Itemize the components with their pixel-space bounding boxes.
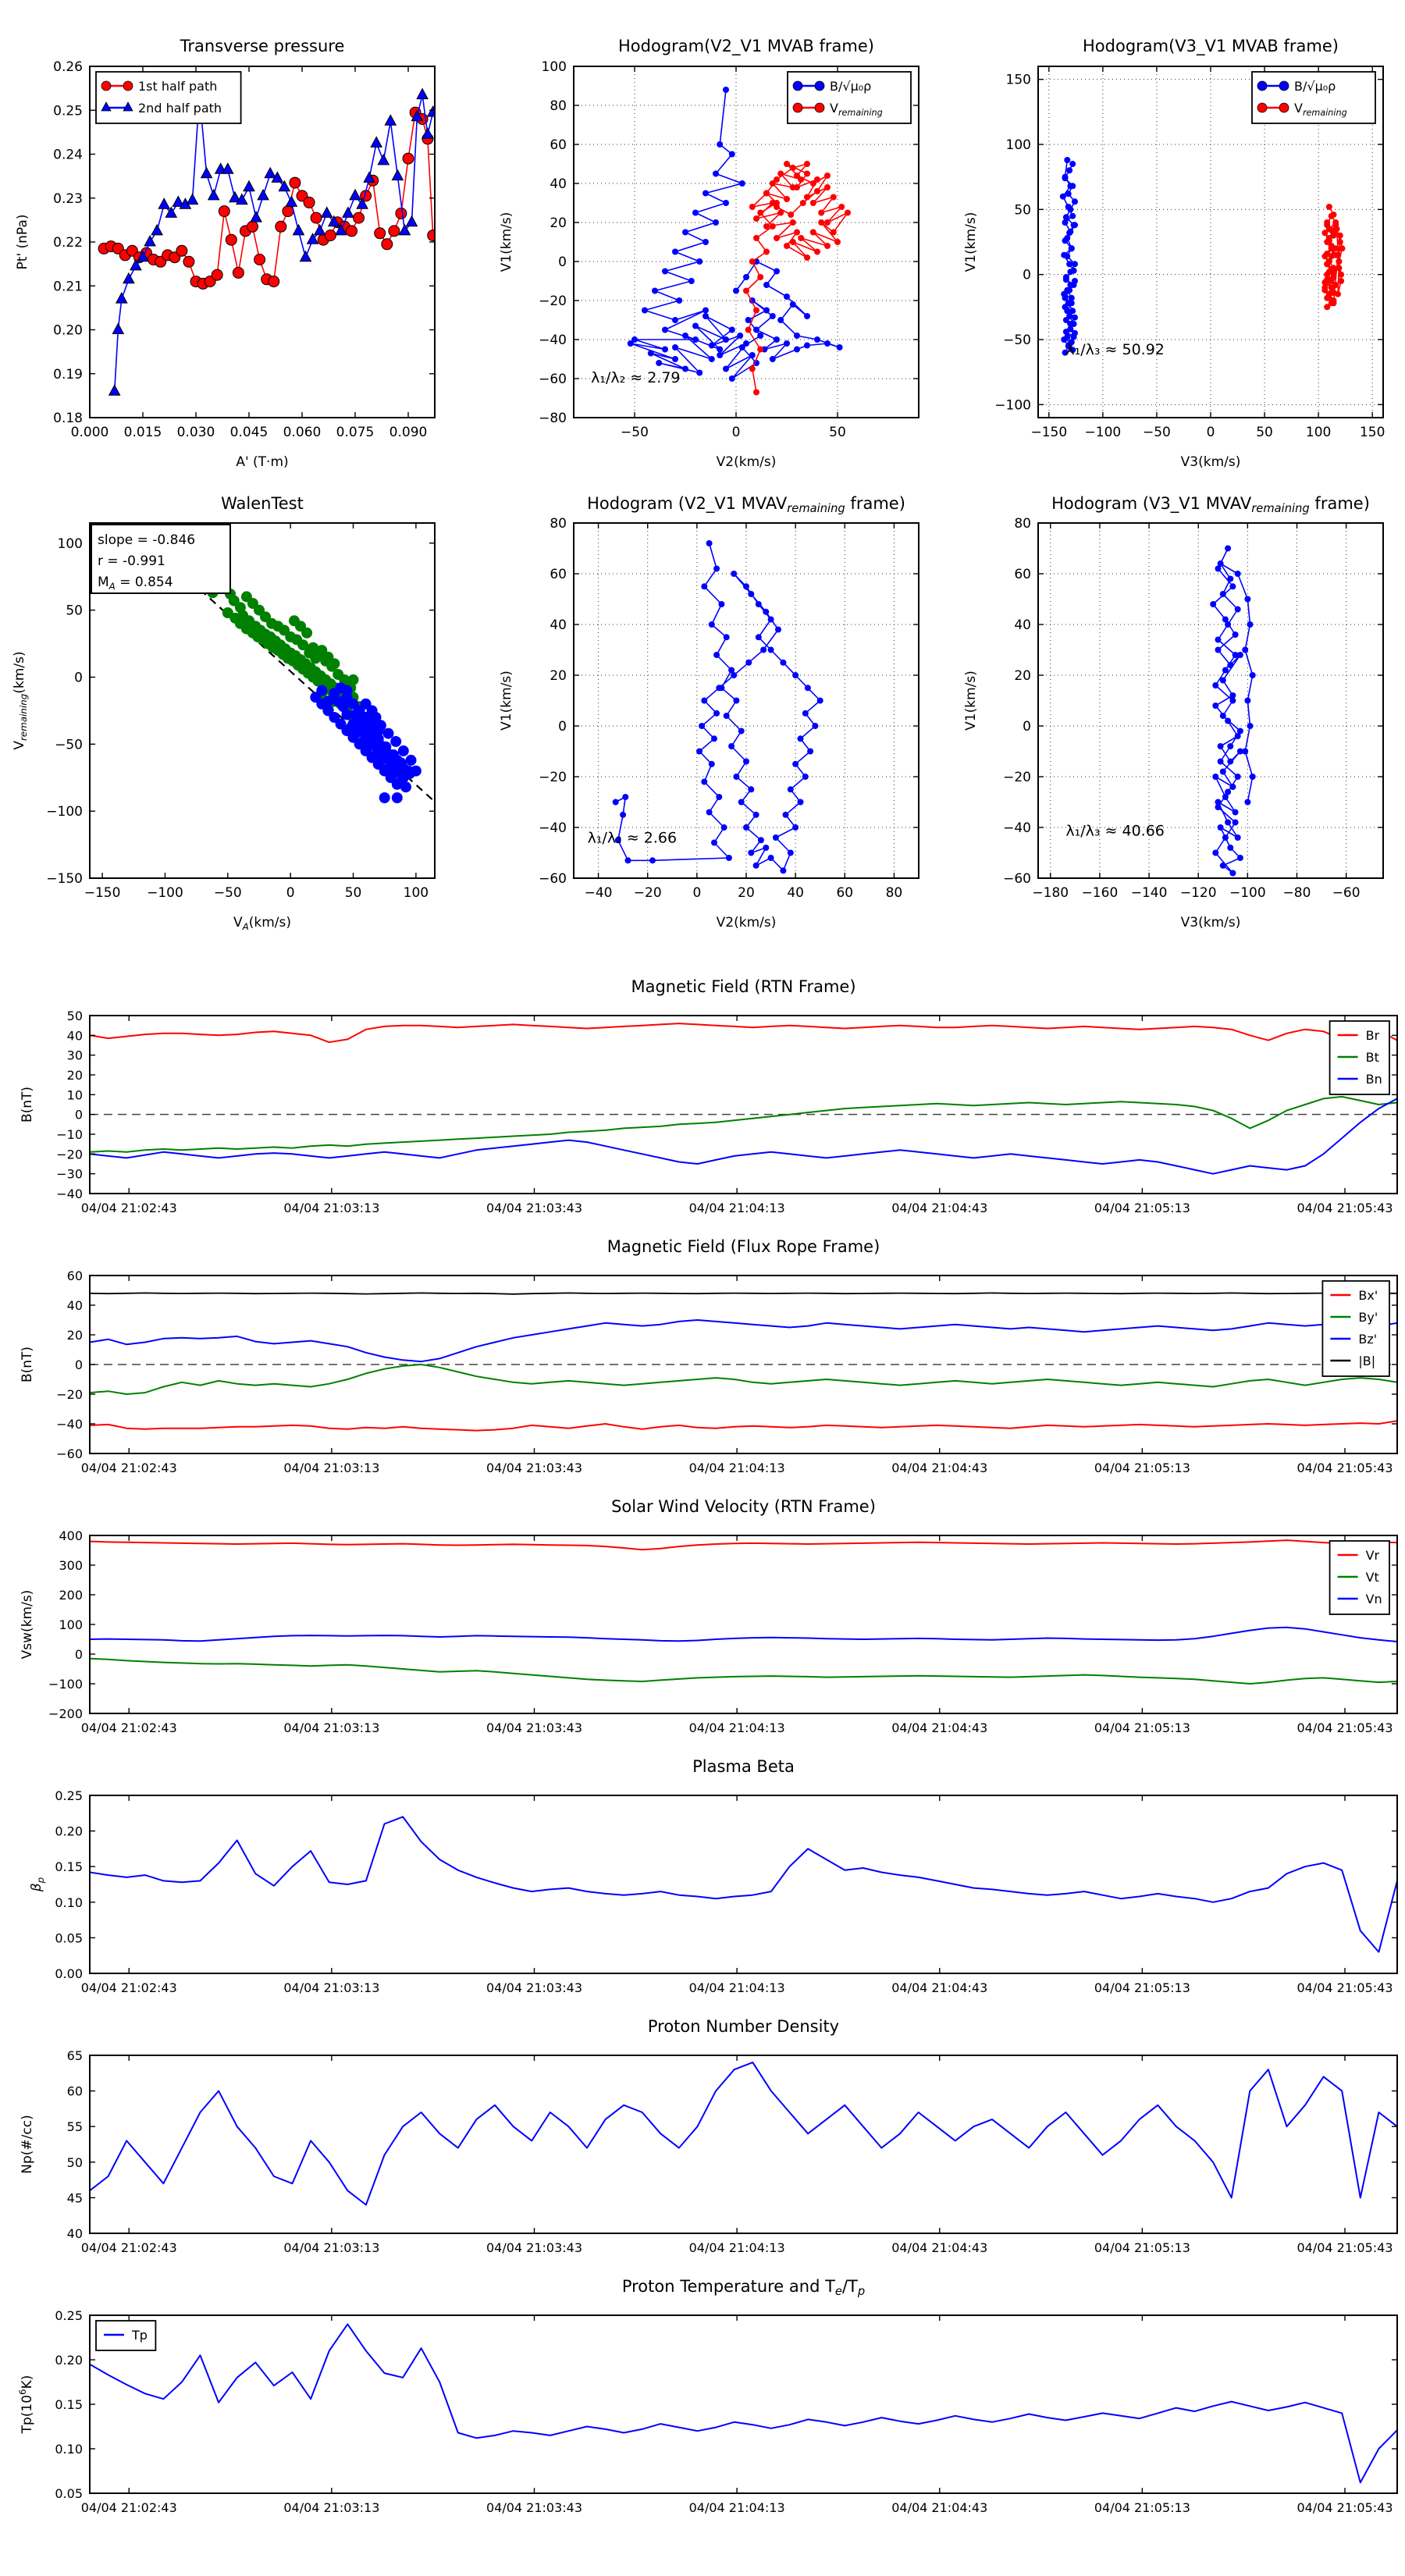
y-tick-label: −150 (46, 871, 83, 887)
x-tick-label: 100 (1305, 425, 1332, 440)
y-tick-label: −200 (48, 1706, 83, 1721)
y-tick-label: 40 (66, 1298, 83, 1313)
x-tick-label: 0.075 (336, 425, 375, 440)
panel-title: WalenTest (221, 494, 304, 513)
y-tick-label: 0.05 (55, 1930, 83, 1946)
x-tick-label: 04/04 21:03:43 (486, 1201, 583, 1215)
y-tick-label: 60 (66, 1268, 83, 1283)
series-vr (90, 1540, 1397, 1550)
hodogram-v2v1-mvab-panel (468, 0, 937, 487)
y-tick-label: 20 (66, 1328, 83, 1343)
x-axis-label: $V_A(km/s)$ (233, 915, 292, 932)
y-tick-label: 20 (550, 215, 567, 231)
x-tick-label: 04/04 21:03:13 (283, 1461, 380, 1475)
x-tick-label: −50 (213, 885, 242, 901)
plasma-beta-chart (0, 1750, 1405, 2008)
y-tick-label: 100 (59, 1617, 83, 1632)
walen-test-panel (0, 468, 468, 967)
walen-test-chart (0, 468, 468, 964)
y-tick-label: −40 (539, 333, 567, 348)
x-tick-label: 04/04 21:04:13 (688, 2240, 785, 2255)
hodogram-v2v1-mvav-panel (468, 468, 937, 967)
y-tick-label: 100 (1005, 137, 1031, 153)
legend (1252, 72, 1375, 123)
x-tick-label: 50 (1256, 425, 1273, 440)
x-tick-label: 04/04 21:05:43 (1297, 1461, 1393, 1475)
y-tick-label: 0.22 (53, 235, 83, 251)
x-tick-label: 04/04 21:05:13 (1094, 2500, 1190, 2515)
y-tick-label: −20 (539, 294, 567, 309)
x-tick-label: 20 (738, 885, 755, 901)
y-tick-label: 60 (1014, 567, 1031, 582)
y-tick-label: 65 (66, 2048, 83, 2063)
x-tick-label: 04/04 21:05:43 (1297, 2240, 1393, 2255)
y-tick-label: 0.24 (53, 147, 83, 163)
x-tick-label: −100 (1229, 885, 1266, 901)
series-beta-p (90, 1816, 1397, 1952)
y-axis-label: V1(km/s) (963, 212, 979, 272)
y-tick-label: 40 (66, 1028, 83, 1044)
stats-line: r = -0.991 (98, 553, 165, 569)
series-by-prime (90, 1364, 1397, 1394)
y-tick-label: 0 (74, 670, 83, 686)
y-tick-label: 50 (66, 2154, 83, 2170)
y-tick-label: −50 (55, 737, 83, 753)
y-tick-label: −100 (48, 1677, 83, 1692)
y-tick-label: 0 (558, 254, 567, 270)
legend-label: By' (1358, 1310, 1378, 1325)
x-tick-label: 04/04 21:03:43 (486, 2500, 583, 2515)
x-tick-label: 80 (885, 885, 903, 901)
x-tick-label: 0 (731, 425, 741, 440)
magnetic-field-flux-rope-panel (0, 1230, 1405, 1491)
hodogram-v3v1-mvav-series-group (1210, 546, 1256, 877)
series-bn (90, 1098, 1397, 1173)
y-tick-label: −80 (539, 411, 567, 426)
magnetic-field-rtn-panel (0, 970, 1405, 1231)
legend-label: B/√μ₀ρ (1294, 79, 1336, 94)
x-tick-label: 04/04 21:03:13 (283, 2500, 380, 2515)
x-tick-label: 0.045 (229, 425, 269, 440)
x-tick-label: 0.090 (389, 425, 428, 440)
x-tick-label: 04/04 21:03:43 (486, 2240, 583, 2255)
panel-title: Plasma Beta (692, 1757, 795, 1776)
y-tick-label: −30 (56, 1166, 83, 1182)
legend-label: Vr (1365, 1548, 1380, 1563)
y-axis-label: V1(km/s) (963, 671, 979, 731)
hodogram-v3v1-mvav-chart (937, 468, 1405, 964)
panel-title: Magnetic Field (RTN Frame) (631, 977, 856, 996)
y-axis-label: V1(km/s) (499, 671, 514, 731)
proton-temperature-panel (0, 2270, 1405, 2531)
x-tick-label: 04/04 21:02:43 (80, 2240, 177, 2255)
legend-label: B/√μ₀ρ (830, 79, 872, 94)
lambda-annotation: λ₁/λ₂ ≈ 2.66 (587, 829, 678, 847)
x-tick-label: 100 (403, 885, 429, 901)
series-v-hodogram (616, 543, 820, 870)
y-axis-label: V1(km/s) (499, 212, 514, 272)
legend-label: $V_{remaining}$ (830, 101, 883, 118)
y-tick-label: 200 (59, 1588, 83, 1603)
y-tick-label: 0.10 (55, 2442, 83, 2457)
x-tick-label: −40 (584, 885, 613, 901)
y-tick-label: 0.10 (55, 1895, 83, 1910)
x-axis-label: V2(km/s) (716, 454, 777, 470)
x-tick-label: 04/04 21:03:13 (283, 2240, 380, 2255)
y-tick-label: 45 (66, 2190, 83, 2206)
series-bx-prime (90, 1421, 1397, 1430)
hodogram-v3v1-mvab-series-group (1060, 157, 1346, 356)
x-tick-label: 04/04 21:03:43 (486, 1461, 583, 1475)
series-np (90, 2062, 1397, 2204)
plasma-beta-panel (0, 1750, 1405, 2011)
y-axis-label: B(nT) (20, 1086, 35, 1123)
transverse-pressure-panel (0, 0, 468, 487)
x-tick-label: 04/04 21:05:43 (1297, 1980, 1393, 1995)
magnetic-field-rtn-chart (0, 970, 1405, 1228)
y-tick-label: 40 (66, 2226, 83, 2241)
lambda-annotation: λ₁/λ₂ ≈ 2.79 (591, 369, 681, 386)
y-tick-label: −20 (56, 1387, 83, 1402)
y-tick-label: 10 (66, 1087, 83, 1103)
x-tick-label: 04/04 21:05:43 (1297, 1720, 1393, 1735)
y-axis-label: Vsw(km/s) (20, 1589, 35, 1660)
y-tick-label: −40 (56, 1417, 83, 1432)
legend-label: Vt (1365, 1570, 1379, 1585)
x-axis-label: V3(km/s) (1180, 454, 1241, 470)
legend-label: Bz' (1358, 1332, 1378, 1347)
y-tick-label: 0.25 (53, 103, 83, 119)
y-tick-label: 0.26 (53, 59, 83, 75)
panel-title: Hodogram(V2_V1 MVAB frame) (618, 37, 874, 55)
x-tick-label: 50 (829, 425, 846, 440)
y-tick-label: 60 (550, 567, 567, 582)
y-axis-label: Np(#/cc) (20, 2115, 35, 2174)
legend-label: |B| (1358, 1354, 1376, 1368)
legend-label: Bx' (1358, 1288, 1378, 1303)
y-tick-label: 0.25 (55, 1788, 83, 1803)
x-tick-label: 04/04 21:02:43 (80, 1720, 177, 1735)
panel-title: Hodogram (V2_V1 MVAVremaining frame) (587, 494, 905, 515)
y-tick-label: 60 (66, 2083, 83, 2099)
x-tick-label: 04/04 21:05:13 (1094, 1980, 1190, 1995)
x-tick-label: 04/04 21:02:43 (80, 1201, 177, 1215)
legend-label: Vn (1365, 1592, 1382, 1606)
x-tick-label: 04/04 21:04:13 (688, 1461, 785, 1475)
y-tick-label: −40 (1003, 820, 1031, 836)
hodogram-v3v1-mvab-panel (937, 0, 1405, 487)
y-tick-label: 0.15 (55, 1859, 83, 1875)
y-tick-label: 20 (66, 1068, 83, 1083)
y-tick-label: −60 (539, 372, 567, 387)
y-tick-label: 0.25 (55, 2308, 83, 2323)
magnetic-field-rtn-series-group (90, 1023, 1397, 1174)
x-tick-label: 04/04 21:05:13 (1094, 1720, 1190, 1735)
x-tick-label: 04/04 21:04:13 (688, 1201, 785, 1215)
y-tick-label: 0 (558, 719, 567, 735)
x-tick-label: −50 (621, 425, 649, 440)
y-tick-label: 300 (59, 1558, 83, 1573)
y-tick-label: 40 (1014, 617, 1031, 633)
proton-temperature-chart (0, 2270, 1405, 2528)
y-tick-label: 0.20 (55, 1823, 83, 1839)
hodogram-v2v1-mvav-chart (468, 468, 937, 964)
legend-label: Br (1365, 1028, 1380, 1043)
solar-wind-velocity-panel (0, 1490, 1405, 1751)
x-tick-label: 04/04 21:03:43 (486, 1980, 583, 1995)
x-tick-label: 04/04 21:03:43 (486, 1720, 583, 1735)
y-tick-label: −50 (1003, 333, 1031, 348)
y-tick-label: 0.19 (53, 366, 83, 382)
x-tick-label: 04/04 21:04:43 (891, 1201, 988, 1215)
lambda-annotation: λ₁/λ₃ ≈ 40.66 (1065, 822, 1165, 840)
y-tick-label: −10 (56, 1127, 83, 1142)
series-b-alfven (631, 90, 840, 379)
panel-title: Solar Wind Velocity (RTN Frame) (611, 1497, 876, 1516)
legend (96, 72, 241, 123)
stats-line: slope = -0.846 (98, 532, 196, 548)
x-tick-label: 0.015 (123, 425, 162, 440)
x-tick-label: 04/04 21:05:13 (1094, 1201, 1190, 1215)
y-tick-label: 0 (1023, 719, 1031, 735)
x-tick-label: 0.060 (283, 425, 322, 440)
x-tick-label: 04/04 21:04:13 (688, 1720, 785, 1735)
lambda-annotation: λ₁/λ₃ ≈ 50.92 (1065, 341, 1165, 358)
solar-wind-velocity-series-group (90, 1540, 1397, 1684)
y-tick-label: −100 (46, 804, 83, 820)
stats-line: $M_A = 0.854$ (98, 575, 173, 592)
legend-label: 1st half path (138, 79, 218, 94)
x-tick-label: −140 (1130, 885, 1168, 901)
y-tick-label: −40 (539, 820, 567, 836)
y-tick-label: 0.05 (55, 2486, 83, 2501)
x-tick-label: −100 (1084, 425, 1122, 440)
y-tick-label: −60 (539, 871, 567, 887)
x-tick-label: 04/04 21:02:43 (80, 1980, 177, 1995)
y-tick-label: 0 (74, 1107, 83, 1123)
x-tick-label: 0 (286, 885, 295, 901)
y-tick-label: −20 (539, 770, 567, 785)
y-tick-label: 0.20 (53, 322, 83, 339)
y-axis-label: B(nT) (20, 1346, 35, 1383)
y-tick-label: 20 (1014, 668, 1031, 684)
y-axis-label: $V_{remaining}(km/s)$ (12, 651, 29, 750)
series-bt (90, 1097, 1397, 1152)
y-axis-label: $Tp(10^6K)$ (17, 2375, 35, 2434)
y-tick-label: −100 (994, 397, 1031, 414)
x-axis-label: V3(km/s) (1180, 915, 1241, 930)
y-tick-label: 0.15 (55, 2397, 83, 2412)
x-tick-label: 04/04 21:04:43 (891, 1980, 988, 1995)
transverse-pressure-series-group (98, 89, 439, 396)
legend-label: Tp (132, 2328, 148, 2343)
y-tick-label: 150 (1005, 72, 1031, 88)
y-tick-label: 400 (59, 1528, 83, 1543)
x-tick-label: −80 (1282, 885, 1311, 901)
x-tick-label: 0.030 (176, 425, 215, 440)
y-tick-label: 0.00 (55, 1966, 83, 1981)
series-bz-prime (90, 1320, 1397, 1361)
panel-title: Proton Temperature and Te/Tp (621, 2277, 866, 2298)
y-tick-label: 55 (66, 2119, 83, 2135)
hodogram-v3v1-mvab-chart (937, 0, 1405, 484)
y-tick-label: 50 (1014, 202, 1031, 219)
y-tick-label: 80 (1014, 516, 1031, 532)
hodogram-v3v1-mvav-panel (937, 468, 1405, 967)
x-tick-label: 04/04 21:05:43 (1297, 2500, 1393, 2515)
x-tick-label: 04/04 21:05:13 (1094, 1461, 1190, 1475)
x-tick-label: −100 (147, 885, 183, 901)
transverse-pressure-chart (0, 0, 468, 484)
x-tick-label: −50 (1142, 425, 1171, 440)
panel-title: Transverse pressure (180, 37, 345, 55)
x-tick-label: 150 (1359, 425, 1385, 440)
x-tick-label: 60 (836, 885, 854, 901)
panel-title: Hodogram(V3_V1 MVAB frame) (1083, 37, 1339, 55)
y-tick-label: 0.20 (55, 2353, 83, 2368)
y-tick-label: 40 (550, 617, 567, 633)
x-tick-label: −150 (84, 885, 121, 901)
proton-number-density-panel (0, 2010, 1405, 2271)
proton-number-density-series-group (90, 2062, 1397, 2204)
x-tick-label: 04/04 21:05:43 (1297, 1201, 1393, 1215)
legend-label: Bn (1365, 1072, 1382, 1087)
series-br (90, 1023, 1397, 1042)
y-tick-label: 50 (66, 1009, 83, 1023)
legend (788, 72, 911, 123)
legend-label: 2nd half path (138, 101, 222, 116)
x-tick-label: 04/04 21:05:13 (1094, 2240, 1190, 2255)
x-tick-label: 0.000 (70, 425, 109, 440)
magnetic-field-flux-rope-chart (0, 1230, 1405, 1488)
x-tick-label: 04/04 21:02:43 (80, 2500, 177, 2515)
x-axis-label: V2(km/s) (716, 915, 777, 930)
legend-label: Bt (1365, 1050, 1379, 1065)
legend-label: $V_{remaining}$ (1294, 101, 1347, 118)
x-tick-label: 04/04 21:04:43 (891, 2240, 988, 2255)
y-tick-label: 50 (66, 603, 83, 619)
x-tick-label: 04/04 21:04:13 (688, 2500, 785, 2515)
x-tick-label: 04/04 21:04:13 (688, 1980, 785, 1995)
y-tick-label: 60 (550, 137, 567, 153)
series-tp (90, 2324, 1397, 2482)
x-tick-label: 04/04 21:04:43 (891, 1461, 988, 1475)
y-tick-label: −20 (1003, 770, 1031, 785)
legend (1322, 1281, 1389, 1376)
x-tick-label: 04/04 21:02:43 (80, 1461, 177, 1475)
y-tick-label: 0 (1023, 267, 1031, 283)
x-tick-label: −160 (1081, 885, 1119, 901)
x-tick-label: 0 (692, 885, 702, 901)
y-tick-label: 80 (550, 516, 567, 532)
x-tick-label: 04/04 21:04:43 (891, 2500, 988, 2515)
legend (1330, 1021, 1389, 1094)
series-vt (90, 1659, 1397, 1684)
x-tick-label: 40 (787, 885, 804, 901)
legend (1330, 1541, 1389, 1614)
y-axis-label: $\beta_p$ (29, 1877, 46, 1892)
y-tick-label: −40 (56, 1187, 83, 1201)
plasma-beta-series-group (90, 1816, 1397, 1952)
x-tick-label: −150 (1030, 425, 1068, 440)
x-tick-label: 04/04 21:03:13 (283, 1980, 380, 1995)
x-tick-label: 0 (1206, 425, 1215, 440)
x-tick-label: 04/04 21:03:13 (283, 1720, 380, 1735)
y-tick-label: −20 (56, 1147, 83, 1162)
x-tick-label: −60 (1332, 885, 1361, 901)
y-tick-label: 100 (541, 59, 567, 75)
y-tick-label: 80 (550, 98, 567, 114)
legend (96, 2321, 155, 2350)
stats-box (91, 525, 230, 593)
x-axis-label: A' (T·m) (236, 454, 289, 470)
x-tick-label: 04/04 21:03:13 (283, 1201, 380, 1215)
y-tick-label: 40 (550, 176, 567, 192)
y-axis-label: Pt' (nPa) (15, 214, 30, 270)
proton-temperature-series-group (90, 2324, 1397, 2482)
hodogram-v2v1-mvab-chart (468, 0, 937, 484)
panel-title: Magnetic Field (Flux Rope Frame) (606, 1237, 880, 1256)
y-tick-label: 30 (66, 1048, 83, 1063)
hodogram-v2v1-mvab-series-group (628, 87, 851, 396)
x-tick-label: −120 (1179, 885, 1217, 901)
y-tick-label: 0.21 (53, 279, 83, 295)
y-tick-label: 0.18 (53, 411, 83, 426)
y-tick-label: 100 (57, 535, 83, 552)
hodogram-v2v1-mvav-series-group (613, 540, 823, 873)
magnetic-field-flux-rope-series-group (90, 1293, 1397, 1430)
solar-wind-velocity-chart (0, 1490, 1405, 1748)
x-tick-label: 04/04 21:04:43 (891, 1720, 988, 1735)
panel-title: Proton Number Density (647, 2017, 840, 2036)
series-vn (90, 1628, 1397, 1642)
y-tick-label: 0 (74, 1647, 83, 1662)
y-tick-label: 0 (74, 1357, 83, 1372)
y-tick-label: 0.23 (53, 190, 83, 207)
panel-title: Hodogram (V3_V1 MVAVremaining frame) (1051, 494, 1370, 515)
y-tick-label: 20 (550, 668, 567, 684)
y-tick-label: −60 (1003, 871, 1031, 887)
proton-number-density-chart (0, 2010, 1405, 2268)
x-tick-label: 50 (344, 885, 362, 901)
y-tick-label: −60 (56, 1446, 83, 1461)
x-tick-label: −180 (1032, 885, 1069, 901)
x-tick-label: −20 (633, 885, 662, 901)
